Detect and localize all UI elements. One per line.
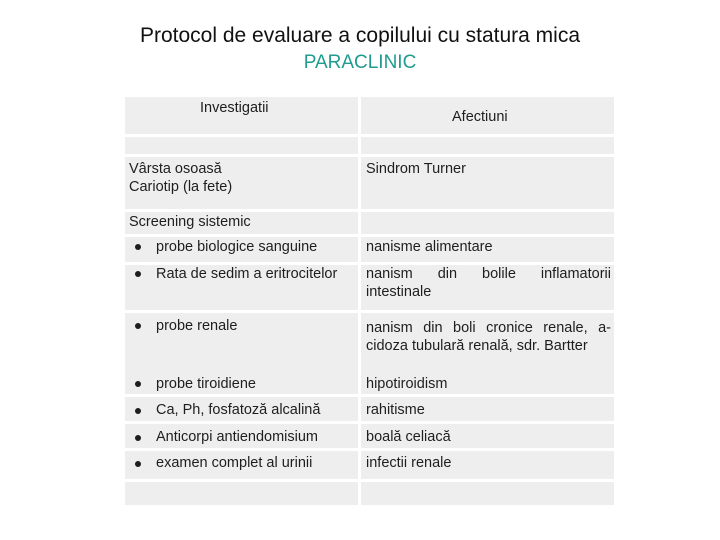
bullet-icon <box>135 435 141 441</box>
slide-subtitle: PARACLINIC <box>303 52 417 73</box>
screening-cell-right <box>361 212 614 234</box>
item-right: nanism din boli cronice renale, a-cidoza tubulară renală, sdr. Bartter <box>366 320 611 354</box>
item-left: Ca, Ph, fosfatoză alcalină <box>156 402 321 418</box>
item-right: nanism din bolile inflamatorii intestinale <box>366 266 611 300</box>
item-left: Rata de sedim a eritrocitelor <box>156 266 338 282</box>
item-right: infectii renale <box>366 455 452 471</box>
item-right: nanisme alimentare <box>366 239 493 255</box>
row1-left-line1: Vârsta osoasă <box>129 161 222 177</box>
bullet-icon <box>135 461 141 467</box>
header-afectiuni: Afectiuni <box>452 109 508 125</box>
investigations-table <box>125 97 614 505</box>
bullet-icon <box>135 408 141 414</box>
spacer-cell-right <box>361 137 614 154</box>
item-left: probe renale <box>156 318 238 334</box>
item-right: hipotiroidism <box>366 376 448 392</box>
empty-cell-right <box>361 482 614 505</box>
bullet-icon <box>135 271 141 277</box>
row1-right: Sindrom Turner <box>366 161 466 177</box>
slide-title: Protocol de evaluare a copilului cu statura mica <box>139 24 581 47</box>
item-right: rahitisme <box>366 402 425 418</box>
item-left: examen complet al urinii <box>156 455 313 471</box>
spacer-cell-left <box>125 137 358 154</box>
item-right: boală celiacă <box>366 429 451 445</box>
header-investigatii: Investigatii <box>200 100 269 116</box>
bullet-icon <box>135 381 141 387</box>
empty-cell-left <box>125 482 358 505</box>
item-left: probe biologice sanguine <box>156 239 318 255</box>
bullet-icon <box>135 244 141 250</box>
row1-left-line2: Cariotip (la fete) <box>129 179 233 195</box>
item-left: Anticorpi antiendomisium <box>156 429 318 445</box>
item-left: probe tiroidiene <box>156 376 256 392</box>
screening-label: Screening sistemic <box>129 214 251 230</box>
bullet-icon <box>135 323 141 329</box>
